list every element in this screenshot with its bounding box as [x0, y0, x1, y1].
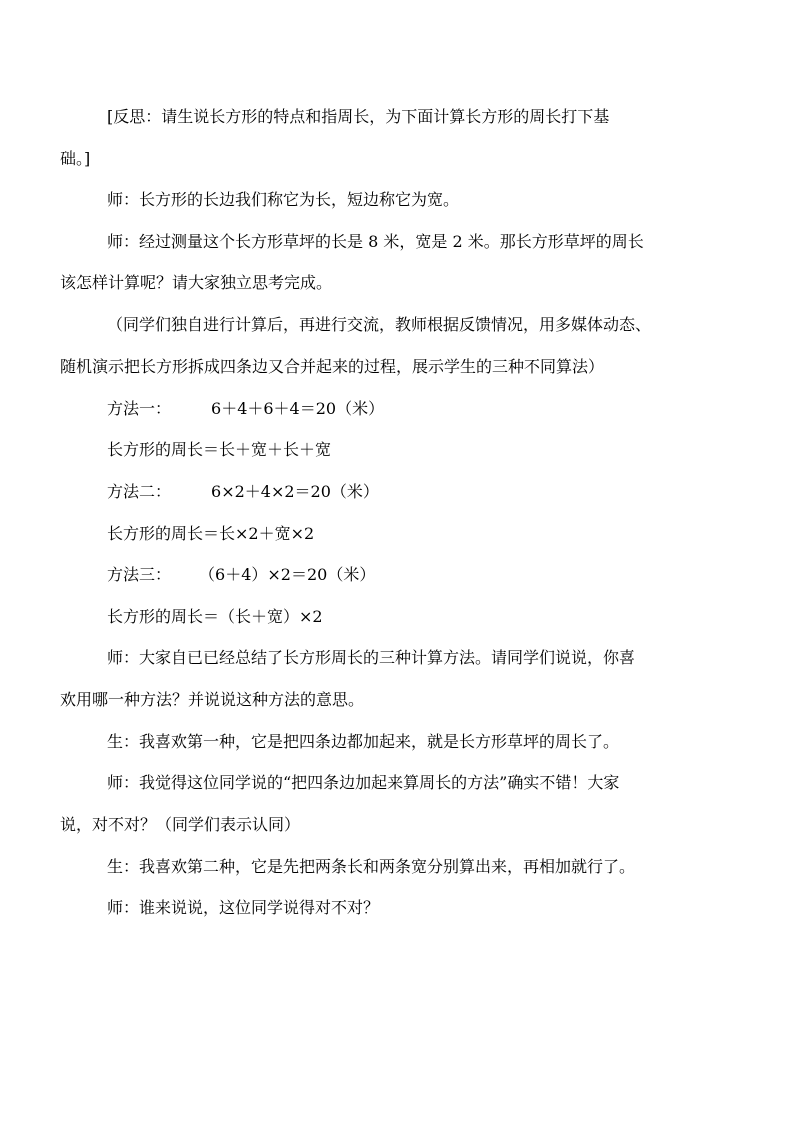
- teacher-line-2a: 师：经过测量这个长方形草坪的长是 8 米，宽是 2 米。那长方形草坪的周长: [107, 232, 644, 251]
- teacher-line-4b: 说，对不对？（同学们表示认同）: [60, 815, 301, 834]
- method-two-label: 方法二：: [107, 482, 172, 501]
- teacher-line-3a: 师：大家自已已经总结了长方形周长的三种计算方法。请同学们说说，你喜: [107, 648, 636, 667]
- teacher-line-3b: 欢用哪一种方法？并说说这种方法的意思。: [60, 690, 365, 709]
- method-three-formula: （6＋4）×2＝20（米）: [199, 565, 376, 584]
- reflection-line-2: 础。]: [60, 149, 91, 168]
- formula-line-1: 长方形的周长＝长＋宽＋长＋宽: [107, 440, 332, 459]
- method-two-formula: 6×2＋4×2＝20（米）: [211, 482, 379, 501]
- note-line-1: （同学们独自进行计算后，再进行交流，教师根据反馈情况，用多媒体动态、: [107, 315, 652, 334]
- method-one: [107, 399, 384, 419]
- method-three-label: 方法三：: [107, 565, 172, 584]
- formula-line-2: 长方形的周长＝长×2＋宽×2: [107, 524, 315, 543]
- teacher-line-4a: 师：我觉得这位同学说的“把四条边加起来算周长的方法”确实不错！大家: [107, 773, 620, 792]
- method-one-label: 方法一：: [107, 399, 172, 418]
- student-line-2: 生：我喜欢第二种，它是先把两条长和两条宽分别算出来，再相加就行了。: [107, 857, 636, 876]
- student-line-1: 生：我喜欢第一种，它是把四条边都加起来，就是长方形草坪的周长了。: [107, 732, 620, 751]
- teacher-line-5: 师：谁来说说，这位同学说得对不对？: [107, 898, 380, 917]
- teacher-line-2b: 该怎样计算呢？请大家独立思考完成。: [60, 273, 333, 292]
- method-one-formula: 6＋4＋6＋4＝20（米）: [211, 399, 385, 418]
- method-three: [107, 565, 375, 585]
- method-two: [107, 482, 379, 502]
- reflection-line-1: [反思：请生说长方形的特点和指周长，为下面计算长方形的周长打下基: [107, 107, 610, 126]
- teacher-line-1: 师：长方形的长边我们称它为长，短边称它为宽。: [107, 190, 460, 209]
- note-line-2: 随机演示把长方形拆成四条边又合并起来的过程，展示学生的三种不同算法）: [60, 357, 605, 376]
- formula-line-3: 长方形的周长＝（长＋宽）×2: [107, 607, 323, 626]
